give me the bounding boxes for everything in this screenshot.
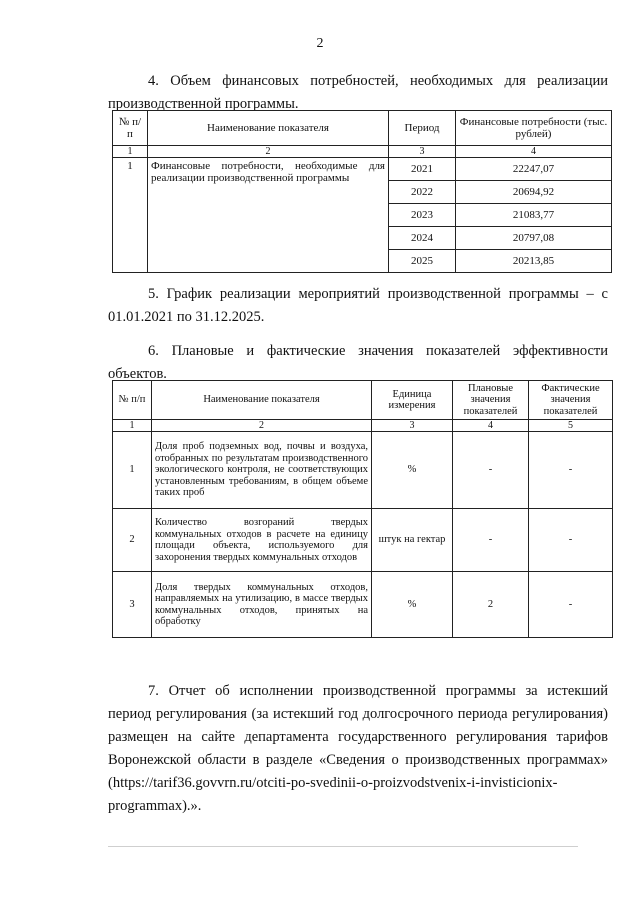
indicator-name: Доля проб подземных вод, почвы и воздуха, отобранных по результатам производственного экологического контроля, не соответствующих установленным требованиям, в общем объеме таких проб	[152, 432, 372, 509]
row-index: 3	[113, 572, 152, 638]
efficiency-indicators-table	[112, 380, 613, 638]
value-cell: 20213,85	[456, 250, 612, 273]
column-number: 3	[372, 420, 453, 432]
header-cell: Наименование показателя	[148, 111, 389, 146]
column-number-row	[113, 420, 613, 432]
column-number: 1	[113, 146, 148, 158]
table-header-row	[113, 111, 612, 146]
table-header-row	[113, 381, 613, 420]
indicator-name: Финансовые потребности, необходимые для реализации производственной программы	[148, 158, 389, 273]
period-cell: 2021	[389, 158, 456, 181]
column-number: 3	[389, 146, 456, 158]
column-number: 5	[529, 420, 613, 432]
header-cell: Финансовые потребности (тыс. рублей)	[456, 111, 612, 146]
column-number: 2	[152, 420, 372, 432]
financial-needs-table	[112, 110, 612, 273]
value-cell: 20694,92	[456, 181, 612, 204]
section-4-text: Объем финансовых потребностей, необходимых для реализации производственной программы.	[108, 73, 608, 112]
section-7-content: 7. Отчет об исполнении производственной программы за истекший период регулирования (за истекший год долгосрочного периода регулирования) размещен на сайте департамента государственного регулирования тарифов Воронежской области в разделе «Сведения о производственных программах» (https://tarif36.govvrn.ru/otciti-po-svedinii-o-proizvodstvenix-i-invisticionix-programmax).».	[108, 683, 608, 814]
planned-value: 2	[453, 572, 529, 638]
unit-cell: штук на гектар	[372, 509, 453, 572]
table-row	[113, 158, 612, 181]
header-cell: Наименование показателя	[152, 381, 372, 420]
section-5-content: 5. График реализации мероприятий производственной программы – с 01.01.2021 по 31.12.2025.	[108, 286, 608, 325]
actual-value: -	[529, 509, 613, 572]
unit-cell: %	[372, 432, 453, 509]
section-5-text	[108, 283, 608, 329]
row-index: 1	[113, 432, 152, 509]
table-row	[113, 572, 613, 638]
period-cell: 2022	[389, 181, 456, 204]
section-7-text	[108, 680, 608, 818]
column-number: 4	[453, 420, 529, 432]
indicator-name: Количество возгораний твердых коммунальных отходов в расчете на единицу площади объекта, используемого для захоронения твердых коммунальных отходов	[152, 509, 372, 572]
value-cell: 22247,07	[456, 158, 612, 181]
row-index: 2	[113, 509, 152, 572]
value-cell: 21083,77	[456, 204, 612, 227]
header-cell: № п/п	[113, 381, 152, 420]
column-number: 2	[148, 146, 389, 158]
planned-value: -	[453, 432, 529, 509]
row-index: 1	[113, 158, 148, 273]
column-number: 1	[113, 420, 152, 432]
header-cell: Период	[389, 111, 456, 146]
page-number: 2	[316, 36, 324, 51]
value-cell: 20797,08	[456, 227, 612, 250]
period-cell: 2025	[389, 250, 456, 273]
indicator-name: Доля твердых коммунальных отходов, направляемых на утилизацию, в массе твердых коммунальных отходов, принятых на обработку	[152, 572, 372, 638]
header-cell: Фактические значения показателей	[529, 381, 613, 420]
actual-value: -	[529, 572, 613, 638]
actual-value: -	[529, 432, 613, 509]
section-6-content: 6. Плановые и фактические значения показателей эффективности объектов.	[108, 343, 608, 382]
period-cell: 2023	[389, 204, 456, 227]
column-number-row	[113, 146, 612, 158]
unit-cell: %	[372, 572, 453, 638]
planned-value: -	[453, 509, 529, 572]
header-cell: Единица измерения	[372, 381, 453, 420]
column-number: 4	[456, 146, 612, 158]
section-4-number: 4.	[148, 73, 159, 89]
header-cell: № п/п	[113, 111, 148, 146]
footer-divider	[108, 846, 578, 847]
period-cell: 2024	[389, 227, 456, 250]
table-row	[113, 432, 613, 509]
table-row	[113, 509, 613, 572]
header-cell: Плановые значения показателей	[453, 381, 529, 420]
